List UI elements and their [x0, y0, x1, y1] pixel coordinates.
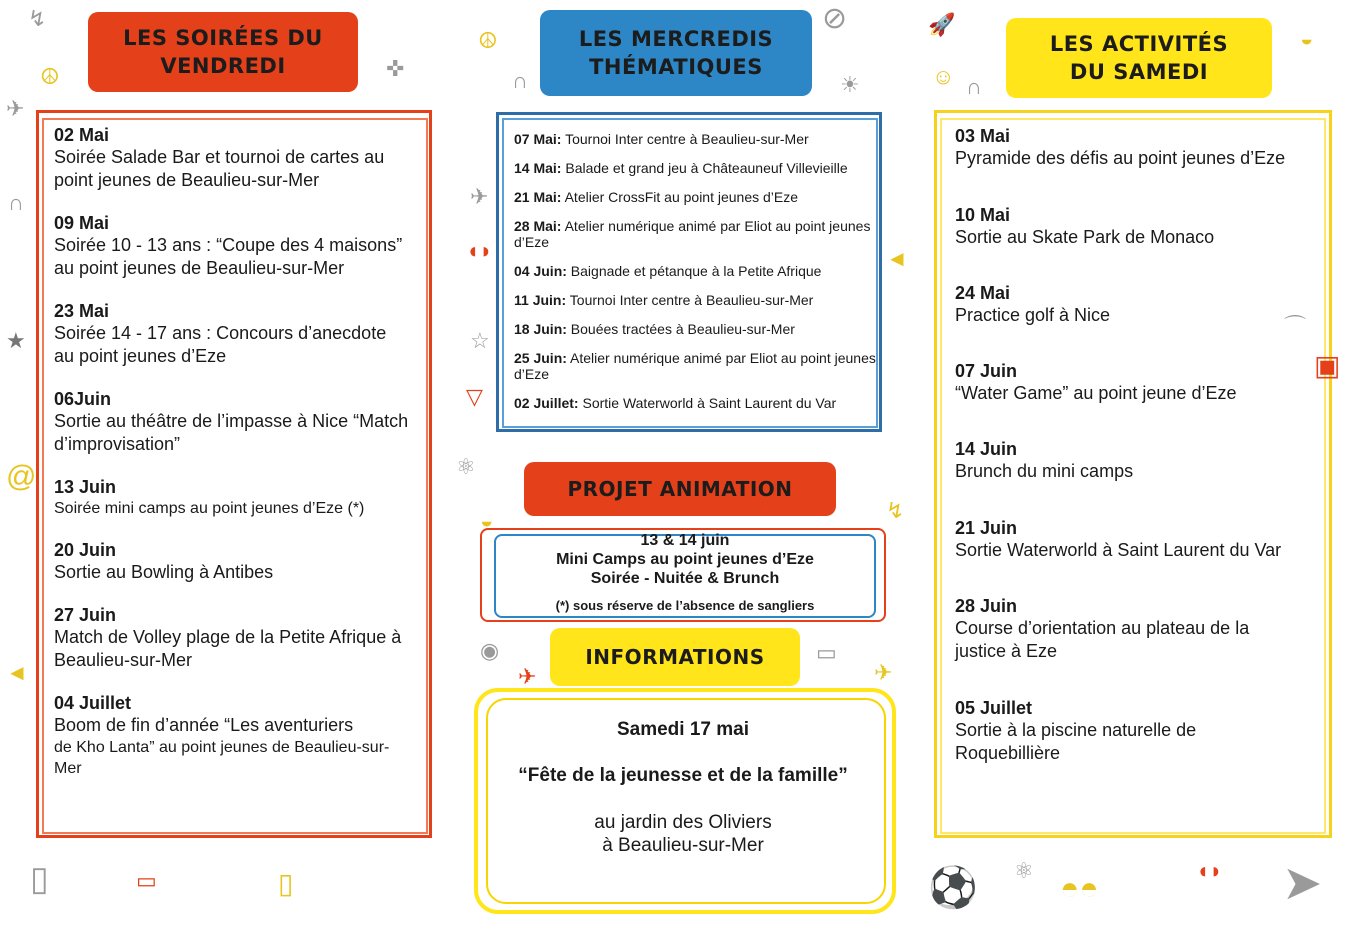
event-date: 03 Mai [955, 126, 1011, 146]
atom-icon: ⚛ [1014, 858, 1034, 883]
saturday-event [955, 360, 1305, 405]
project-line2: Soirée - Nuitée & Brunch [590, 570, 780, 587]
event-text: “Water Game” au point jeune d’Eze [955, 383, 1237, 403]
event-date: 21 Mai: [514, 189, 562, 205]
event-date: 05 Juillet [955, 698, 1033, 718]
saturday-event [955, 282, 1305, 327]
flipflops-icon: ◖◗ [1196, 858, 1223, 883]
event-date: 02 Juillet: [514, 395, 579, 411]
wednesday-title-line1: LES MERCREDIS [578, 27, 774, 51]
glider-icon: ✈ [6, 96, 25, 121]
badminton-icon: ⊘ [822, 2, 848, 35]
project-date: 13 & 14 juin [640, 532, 730, 549]
icecream-icon: ▽ [466, 384, 483, 409]
event-date: 13 Juin [54, 477, 117, 497]
event-date: 18 Juin: [514, 321, 567, 337]
info-box [478, 718, 888, 857]
peace-icon: ☮ [40, 64, 60, 89]
event-date: 23 Mai [54, 301, 110, 321]
paper-plane-icon: ➤ [1282, 857, 1323, 910]
saturday-event [955, 204, 1305, 249]
event-text: Sortie Waterworld à Saint Laurent du Var [955, 540, 1282, 560]
megaphone-icon: ◄ [886, 246, 908, 271]
event-text: Balade et grand jeu à Châteauneuf Villevieille [565, 160, 848, 176]
friday-event [54, 692, 409, 779]
palette-icon: ◉ [480, 638, 500, 663]
headphones-icon: ∩ [512, 68, 528, 93]
event-text: Atelier CrossFit au point jeunes d’Eze [564, 189, 799, 205]
wednesday-event [514, 131, 876, 147]
info-date: Samedi 17 mai [616, 719, 750, 740]
project-line1: Mini Camps au point jeunes d’Eze [556, 551, 814, 568]
smiley-icon: ☺ [932, 64, 955, 89]
flipflops-icon: ◖◗ [466, 238, 493, 263]
event-date: 04 Juillet [54, 693, 132, 713]
friday-event [54, 604, 409, 672]
event-text: Sortie au théâtre de l’impasse à Nice “Match d’improvisation” [54, 411, 409, 454]
glider-icon: ✈ [874, 660, 893, 685]
event-text: Practice golf à Nice [955, 305, 1111, 325]
friday-event [54, 300, 409, 368]
wednesday-title-line2: THÉMATIQUES [589, 55, 763, 79]
at-icon: @ [6, 460, 37, 493]
info-event: “Fête de la jeunesse et de la famille” [518, 765, 848, 786]
headphones-icon: ∩ [966, 74, 982, 99]
event-date: 28 Mai: [514, 218, 562, 234]
saturday-event [955, 697, 1305, 765]
drink-icon: ▯ [30, 860, 49, 898]
wednesday-event [514, 160, 876, 176]
info-place2: à Beaulieu-sur-Mer [602, 835, 764, 856]
saturday-event [955, 595, 1305, 663]
info-title: INFORMATIONS [550, 628, 800, 686]
event-date: 07 Juin [955, 361, 1018, 381]
event-text: Bouées tractées à Beaulieu-sur-Mer [570, 321, 795, 337]
event-date: 21 Juin [955, 518, 1018, 538]
friday-title-line2: VENDREDI [160, 54, 286, 78]
event-date: 06Juin [54, 389, 112, 409]
music-player-icon: ▣ [1314, 350, 1341, 381]
event-text: Sortie au Skate Park de Monaco [955, 227, 1215, 247]
event-text: Sortie Waterworld à Saint Laurent du Var [582, 395, 837, 411]
event-text: Tournoi Inter centre à Beaulieu-sur-Mer [569, 292, 814, 308]
event-text: de Kho Lanta” au point jeunes de Beaulieu-sur-Mer [54, 739, 390, 777]
friday-event [54, 539, 409, 584]
sunglasses-icon: ◓◓ [1060, 870, 1099, 906]
event-text: Match de Volley plage de la Petite Afrique à Beaulieu-sur-Mer [54, 627, 402, 670]
rocket-icon: ✈ [518, 664, 537, 689]
earphones-icon: ⌒ [1284, 314, 1307, 339]
gamepad-icon: ✜ [386, 56, 405, 81]
peace-icon: ☮ [478, 28, 498, 53]
info-place1: au jardin des Oliviers [594, 812, 772, 833]
event-date: 04 Juin: [514, 263, 567, 279]
cap-icon: ◒ [1300, 26, 1314, 51]
event-text: Tournoi Inter centre à Beaulieu-sur-Mer [565, 131, 809, 147]
friday-event [54, 476, 409, 519]
bulb-icon: ☀ [840, 72, 860, 97]
event-text: Atelier numérique animé par Eliot au point jeunes d’Eze [514, 218, 871, 250]
event-text: Sortie à la piscine naturelle de Roquebillière [955, 720, 1197, 763]
event-date: 11 Juin: [514, 292, 567, 308]
star-icon: ★ [6, 328, 26, 353]
wednesday-title [540, 10, 812, 96]
event-text: Soirée mini camps au point jeunes d’Eze (*) [54, 500, 365, 517]
friday-event-list [54, 124, 409, 799]
event-date: 14 Juin [955, 439, 1018, 459]
event-text: Brunch du mini camps [955, 461, 1134, 481]
event-text: Soirée 10 - 13 ans : “Coupe des 4 maisons” au point jeunes de Beaulieu-sur-Mer [54, 235, 403, 278]
project-box [494, 531, 876, 614]
wednesday-event [514, 263, 876, 279]
event-date: 27 Juin [54, 605, 117, 625]
event-date: 09 Mai [54, 213, 110, 233]
saturday-event [955, 125, 1305, 170]
ball-icon: ⚽ [928, 866, 978, 910]
friday-event [54, 124, 409, 192]
atom-icon: ⚛ [456, 454, 476, 479]
event-date: 14 Mai: [514, 160, 562, 176]
event-text: Sortie au Bowling à Antibes [54, 562, 274, 582]
chat-icon: ▭ [816, 640, 837, 665]
wednesday-event [514, 218, 876, 250]
lightning-icon: ↯ [28, 6, 47, 31]
saturday-title-line1: LES ACTIVITÉS [1049, 32, 1229, 56]
saturday-title [1006, 18, 1272, 98]
event-date: 07 Mai: [514, 131, 562, 147]
megaphone-icon: ◄ [6, 660, 28, 685]
wednesday-event [514, 292, 876, 308]
wednesday-event-list [514, 131, 876, 424]
event-date: 25 Juin: [514, 350, 567, 366]
event-text: Course d’orientation au plateau de la justice à Eze [955, 618, 1250, 661]
bird-icon: ✈ [470, 184, 489, 209]
event-text: Atelier numérique animé par Eliot au point jeunes d’Eze [514, 350, 876, 382]
phone-icon: ▯ [278, 868, 294, 899]
event-date: 10 Mai [955, 205, 1011, 225]
saturday-event-list [955, 125, 1305, 765]
project-note: (*) sous réserve de l’absence de sangliers [555, 598, 815, 613]
wednesday-event [514, 395, 876, 411]
event-text: Soirée 14 - 17 ans : Concours d’anecdote au point jeunes d’Eze [54, 323, 387, 366]
saturday-title-line2: DU SAMEDI [1069, 60, 1209, 84]
friday-event [54, 388, 409, 456]
event-date: 28 Juin [955, 596, 1018, 616]
project-title: PROJET ANIMATION [524, 462, 836, 516]
event-date: 24 Mai [955, 283, 1011, 303]
wednesday-event [514, 321, 876, 337]
rocket-icon: 🚀 [928, 12, 956, 37]
cap-icon: ◒ [480, 508, 494, 533]
event-text: Boom de fin d’année “Les aventuriers [54, 715, 354, 735]
wednesday-event [514, 189, 876, 205]
friday-event [54, 212, 409, 280]
saturday-event [955, 438, 1305, 483]
headphones-icon: ∩ [8, 190, 24, 215]
event-text: Pyramide des défis au point jeunes d’Eze [955, 148, 1286, 168]
wednesday-event [514, 350, 876, 382]
saturday-event [955, 517, 1305, 562]
star-icon: ☆ [470, 328, 490, 353]
friday-title [88, 12, 358, 92]
lightning-icon: ↯ [886, 498, 905, 523]
event-text: Soirée Salade Bar et tournoi de cartes au point jeunes de Beaulieu-sur-Mer [54, 147, 385, 190]
event-text: Baignade et pétanque à la Petite Afrique [570, 263, 822, 279]
event-date: 20 Juin [54, 540, 117, 560]
laptop-icon: ▭ [136, 868, 157, 893]
friday-title-line1: LES SOIRÉES DU [123, 26, 323, 50]
event-date: 02 Mai [54, 125, 110, 145]
